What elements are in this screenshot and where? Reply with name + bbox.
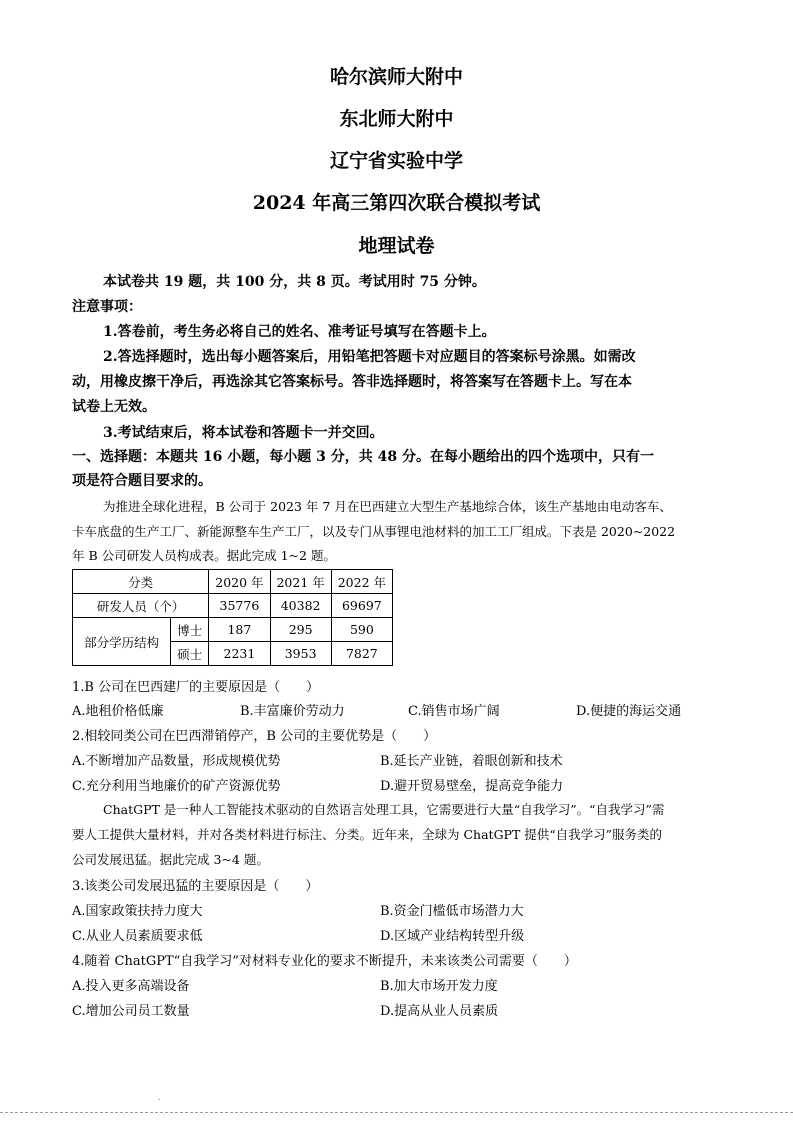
exam-title: 2024 年高三第四次联合模拟考试 [252, 192, 541, 214]
question-3-option-a: A.国家政策扶持力度大 [72, 904, 203, 919]
table-cell: 7827 [331, 642, 392, 666]
table-cell: 3953 [270, 642, 331, 666]
table-cell: 2231 [209, 642, 270, 666]
question-4-option-b: B.加大市场开发力度 [380, 979, 498, 994]
table-cell: 35776 [209, 594, 270, 618]
exam-summary: 本试卷共 19 题，共 100 分，共 8 页。考试用时 75 分钟。 [103, 274, 486, 290]
question-4-option-d: D.提高从业人员素质 [380, 1004, 499, 1019]
row-label-master: 硕士 [171, 642, 209, 666]
passage-1-line-3: 年 B 公司研发人员构成表。据此完成 1~2 题。 [72, 548, 336, 563]
question-1-option-d: D.便捷的海运交通 [576, 704, 682, 719]
question-1-stem: 1.B 公司在巴西建厂的主要原因是（ ） [72, 680, 320, 695]
question-2-option-c: C.充分利用当地廉价的矿产资源优势 [72, 779, 281, 794]
question-3-option-c: C.从业人员素质要求低 [72, 929, 203, 944]
table-header-row [73, 570, 393, 594]
passage-1-line-2: 卡车底盘的生产工厂、新能源整车生产工厂，以及专门从事锂电池材料的加工工厂组成。下表是 2020~2022 [72, 524, 676, 539]
table-row [73, 594, 393, 618]
passage-2-line-1: ChatGPT 是一种人工智能技术驱动的自然语言处理工具，它需要进行大量“自我学习”。“自我学习”需 [103, 802, 665, 817]
question-2-stem: 2.相较同类公司在巴西滞销停产，B 公司的主要优势是（ ） [72, 729, 437, 744]
passage-2-line-2: 要人工提供大量材料，并对各类材料进行标注、分类。近年来，全球为 ChatGPT 提供“自我学习”服务类的 [72, 827, 663, 842]
table-header-year: 2022 年 [331, 570, 392, 594]
question-3-option-b: B.资金门槛低市场潜力大 [380, 904, 524, 919]
table-cell: 590 [331, 618, 392, 642]
question-1-option-b: B.丰富廉价劳动力 [240, 704, 345, 719]
notes-title: 注意事项： [72, 299, 142, 315]
footer-dot: . [158, 1093, 161, 1102]
note-3: 3.考试结束后，将本试卷和答题卡一并交回。 [103, 425, 384, 441]
table-cell: 40382 [270, 594, 331, 618]
row-label-staff: 研发人员（个） [73, 594, 209, 618]
question-4-option-a: A.投入更多高端设备 [72, 979, 190, 994]
row-label-phd: 博士 [171, 618, 209, 642]
question-2-option-b: B.延长产业链，着眼创新和技术 [380, 754, 563, 769]
school-name-3: 辽宁省实验中学 [329, 150, 463, 172]
school-name-2: 东北师大附中 [339, 108, 454, 130]
table-cell: 295 [270, 618, 331, 642]
table-cell: 187 [209, 618, 270, 642]
note-2-line-1: 2.答选择题时，选出每小题答案后，用铅笔把答题卡对应题目的答案标号涂黑。如需改 [103, 349, 636, 365]
section-1-heading-line-2: 项是符合题目要求的。 [72, 473, 212, 489]
question-4-option-c: C.增加公司员工数量 [72, 1004, 190, 1019]
question-2-option-d: D.避开贸易壁垒，提高竞争能力 [380, 779, 564, 794]
section-1-heading-line-1: 一、选择题：本题共 16 小题，每小题 3 分，共 48 分。在每小题给出的四个选项中，只有一 [72, 449, 654, 465]
note-2-line-2: 动，用橡皮擦干净后，再选涂其它答案标号。答非选择题时，将答案写在答题卡上。写在本 [72, 374, 632, 390]
question-3-option-d: D.区域产业结构转型升级 [380, 929, 525, 944]
rd-staff-table [72, 569, 393, 666]
subject-title: 地理试卷 [358, 235, 435, 257]
question-2-option-a: A.不断增加产品数量，形成规模优势 [72, 754, 281, 769]
note-2-line-3: 试卷上无效。 [72, 399, 156, 415]
school-name-1: 哈尔滨师大附中 [329, 66, 463, 88]
table-header-category: 分类 [73, 570, 209, 594]
question-1-option-c: C.销售市场广阔 [408, 704, 500, 719]
question-1-option-a: A.地租价格低廉 [72, 704, 164, 719]
table-header-year: 2021 年 [270, 570, 331, 594]
table-cell: 69697 [331, 594, 392, 618]
passage-2-line-3: 公司发展迅猛。据此完成 3~4 题。 [72, 852, 269, 867]
table-header-year: 2020 年 [209, 570, 270, 594]
question-3-stem: 3.该类公司发展迅猛的主要原因是（ ） [72, 879, 319, 894]
row-group-education: 部分学历结构 [73, 618, 171, 666]
note-1: 1.答卷前，考生务必将自己的姓名、准考证号填写在答题卡上。 [103, 324, 496, 340]
question-4-stem: 4.随着 ChatGPT“自我学习”对材料专业化的要求不断提升，未来该类公司需要（ ） [72, 954, 577, 969]
table-row [73, 618, 393, 642]
page-bottom-divider [0, 1112, 793, 1113]
passage-1-line-1: 为推进全球化进程，B 公司于 2023 年 7 月在巴西建立大型生产基地综合体，该生产基地由电动客车、 [103, 499, 672, 514]
